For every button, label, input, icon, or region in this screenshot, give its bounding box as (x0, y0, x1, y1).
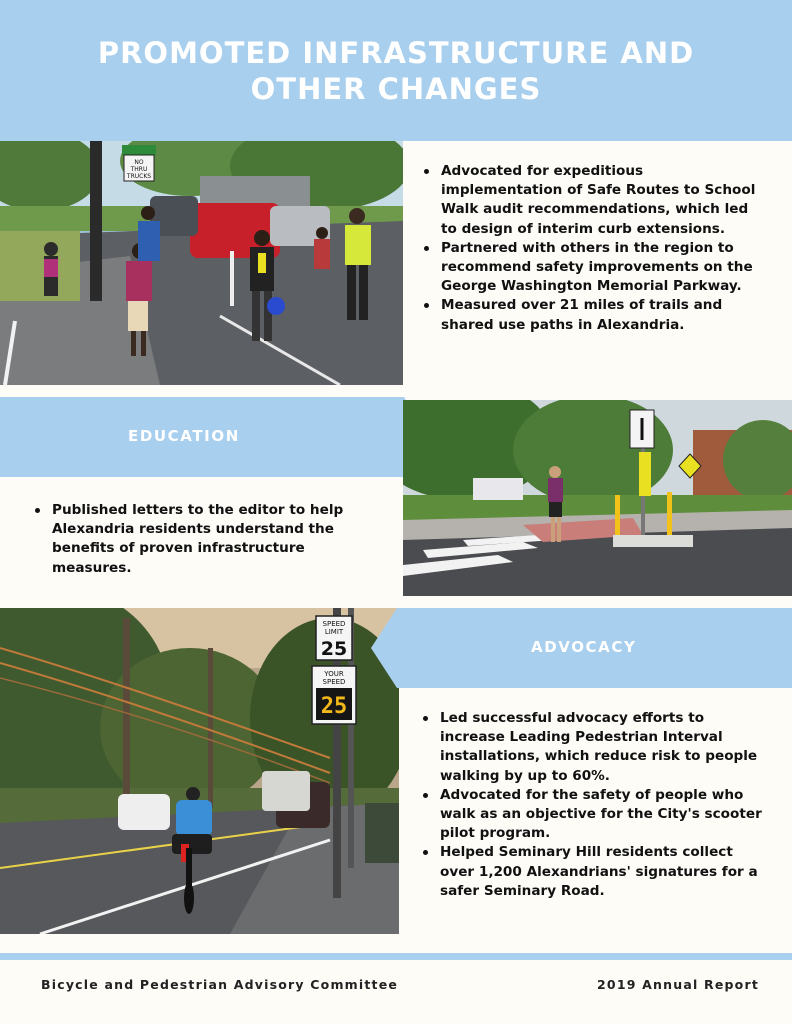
list-item: Led successful advocacy efforts to increase Leading Pedestrian Interval installations, which reduce risk to people walking by up to 60%. (419, 709, 764, 786)
education-bullet-list (31, 501, 371, 578)
list-item: Helped Seminary Hill residents collect over 1,200 Alexandrians' signatures for a safer Seminary Road. (419, 843, 764, 901)
speed-limit-line-2: LIMIT (324, 628, 344, 636)
svg-text:TRUCKS: TRUCKS (126, 173, 152, 180)
footer-divider (0, 953, 792, 960)
cyclist-road-photo (0, 608, 399, 934)
svg-text:THRU: THRU (130, 166, 148, 173)
svg-text:NO: NO (134, 159, 144, 166)
your-speed-line-1: YOUR (324, 670, 344, 678)
school-walk-photo (0, 141, 403, 385)
page-title-line-2: OTHER CHANGES (250, 71, 542, 106)
infrastructure-bullet-list (420, 162, 760, 335)
page-header (0, 0, 792, 141)
your-speed-value: 25 (320, 694, 348, 719)
your-speed-line-2: SPEED (322, 678, 346, 686)
page-title-line-1: PROMOTED INFRASTRUCTURE AND (97, 35, 695, 70)
education-heading: EDUCATION (128, 427, 240, 445)
speed-limit-value: 25 (320, 638, 348, 660)
advocacy-banner (371, 608, 792, 688)
list-item: Measured over 21 miles of trails and shared use paths in Alexandria. (420, 296, 760, 334)
speed-limit-line-1: SPEED (322, 620, 346, 628)
footer-organization: Bicycle and Pedestrian Advisory Committee (41, 977, 399, 992)
footer-report-title: 2019 Annual Report (597, 977, 759, 992)
crosswalk-photo (403, 400, 792, 596)
list-item: Partnered with others in the region to recommend safety improvements on the George Washington Memorial Parkway. (420, 239, 760, 297)
education-banner (0, 397, 432, 477)
list-item: Advocated for expeditious implementation of Safe Routes to School Walk audit recommendations, which led to design of interim curb extensions. (420, 162, 760, 239)
advocacy-bullet-list (419, 709, 764, 901)
advocacy-heading: ADVOCACY (531, 638, 637, 656)
list-item: Advocated for the safety of people who walk as an objective for the City's scooter pilot program. (419, 786, 764, 844)
list-item: Published letters to the editor to help Alexandria residents understand the benefits of proven infrastructure measures. (31, 501, 371, 578)
